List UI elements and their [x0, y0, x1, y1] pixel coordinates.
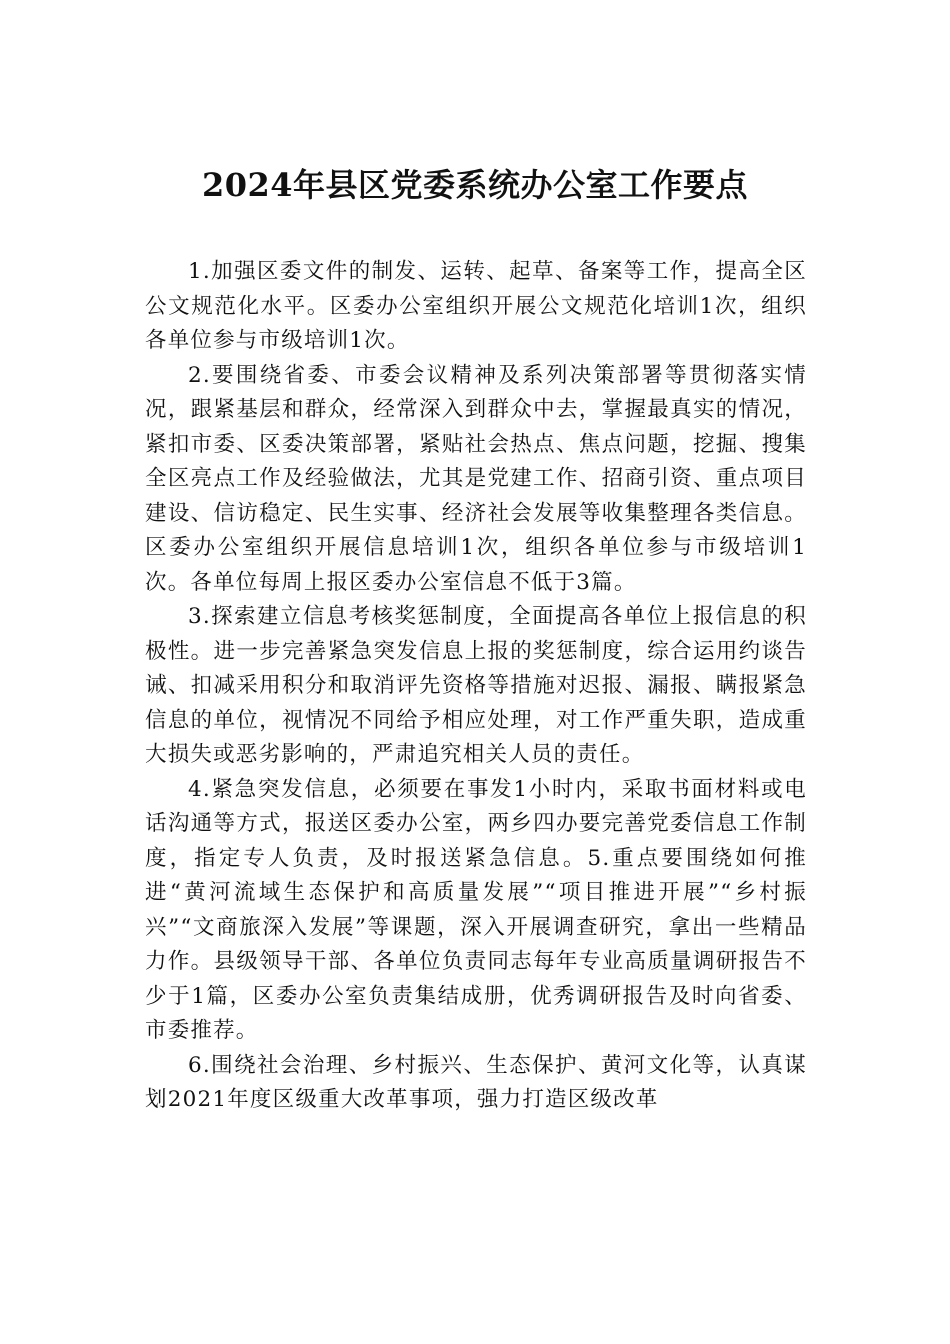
paragraph-6: 6.围绕社会治理、乡村振兴、生态保护、黄河文化等，认真谋划2021年度区级重大改革事项，强力打造区级改革: [145, 1052, 807, 1112]
document-title: 2024年县区党委系统办公室工作要点: [201, 166, 749, 204]
paragraph-2: 2.要围绕省委、市委会议精神及系列决策部署等贯彻落实情况，跟紧基层和群众，经常深入到群众中去，掌握最真实的情况，紧扣市委、区委决策部署，紧贴社会热点、焦点问题，挖掘、搜集全区亮点工作及经验做法，尤其是党建工作、招商引资、重点项目建设、信访稳定、民生实事、经济社会发展等收集整理各类信息。区委办公室组织开展信息培训1次，组织各单位参与市级培训1次。各单位每周上报区委办公室信息不低于3篇。: [145, 362, 807, 595]
paragraph-3: 3.探索建立信息考核奖惩制度，全面提高各单位上报信息的积极性。进一步完善紧急突发信息上报的奖惩制度，综合运用约谈告诫、扣减采用积分和取消评先资格等措施对迟报、漏报、瞒报紧急信息的单位，视情况不同给予相应处理，对工作严重失职，造成重大损失或恶劣影响的，严肃追究相关人员的责任。: [145, 604, 807, 767]
document-body: [145, 255, 807, 1118]
paragraph-4: 4.紧急突发信息，必须要在事发1小时内，采取书面材料或电话沟通等方式，报送区委办公室，两乡四办要完善党委信息工作制度，指定专人负责，及时报送紧急信息。5.重点要围绕如何推进“黄河流域生态保护和高质量发展”“项目推进开展”“乡村振兴”“文商旅深入发展”等课题，深入开展调查研究，拿出一些精品力作。县级领导干部、各单位负责同志每年专业高质量调研报告不少于1篇，区委办公室负责集结成册，优秀调研报告及时向省委、市委推荐。: [145, 776, 807, 1043]
paragraph-1: 1.加强区委文件的制发、运转、起草、备案等工作，提高全区公文规范化水平。区委办公室组织开展公文规范化培训1次，组织各单位参与市级培训1次。: [145, 259, 807, 353]
